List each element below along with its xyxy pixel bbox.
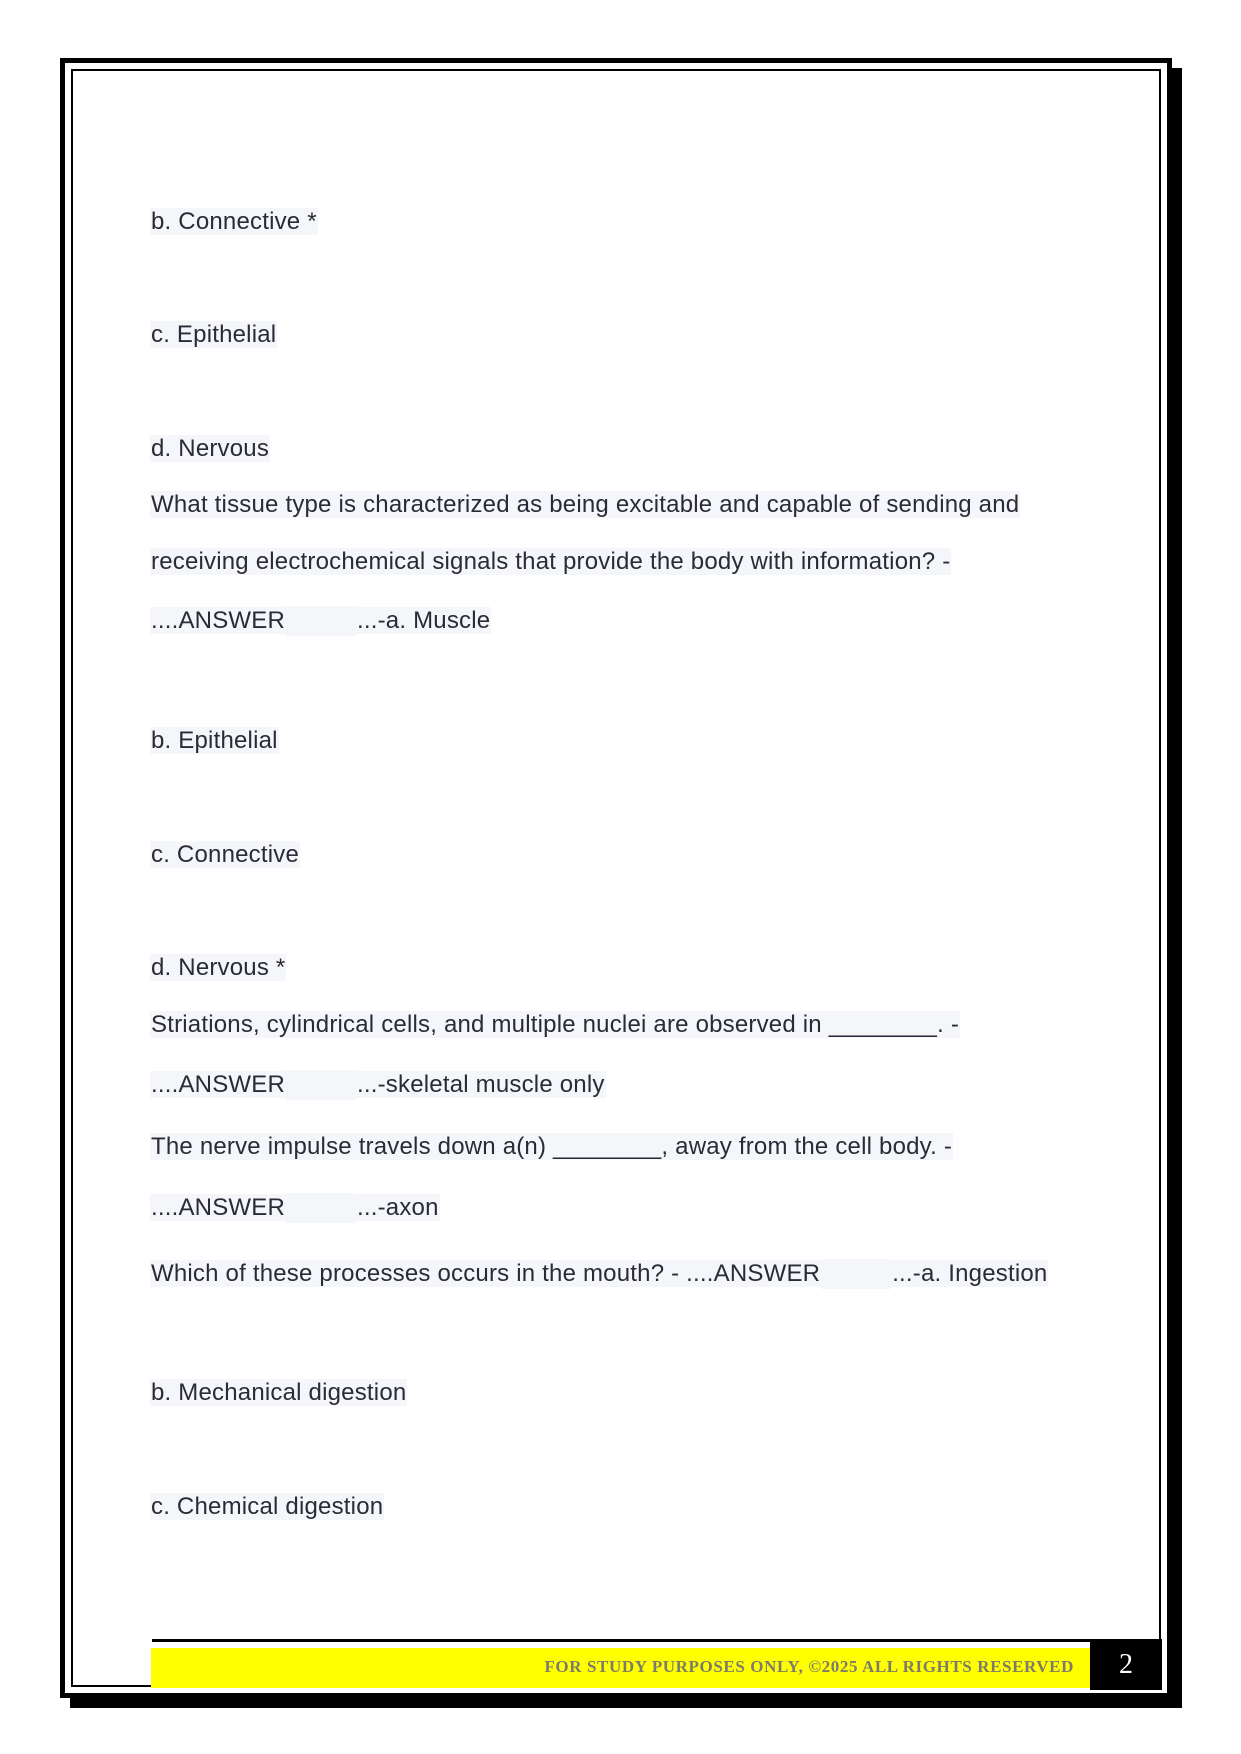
footer-rule — [152, 1639, 1162, 1642]
question-answer-line — [150, 1259, 1048, 1289]
answer-text: ...-skeletal muscle only — [357, 1071, 605, 1098]
option-line: d. Nervous * — [151, 954, 286, 981]
answer-label: ....ANSWER — [151, 1194, 286, 1221]
answer-text: ...-axon — [357, 1194, 439, 1221]
answer-text: ...-a. Ingestion — [892, 1260, 1048, 1287]
option-line: c. Connective — [151, 841, 300, 868]
page-number: 2 — [1090, 1640, 1162, 1690]
page-frame — [60, 58, 1172, 1698]
question-line: Striations, cylindrical cells, and multiple nuclei are observed in ________. - — [151, 1011, 960, 1038]
question-line: receiving electrochemical signals that provide the body with information? - — [151, 548, 951, 575]
footer-notice-bar — [151, 1648, 1090, 1688]
answer-line — [150, 1070, 606, 1100]
option-line: b. Epithelial — [151, 727, 278, 754]
footer-notice: FOR STUDY PURPOSES ONLY, ©2025 ALL RIGHTS RESERVED — [544, 1657, 1074, 1676]
answer-line — [150, 1193, 440, 1223]
answer-label: ....ANSWER — [151, 607, 286, 634]
option-line: d. Nervous — [151, 435, 270, 462]
option-line: c. Epithelial — [151, 321, 277, 348]
option-line: b. Connective * — [151, 208, 317, 235]
answer-label: ....ANSWER — [151, 1071, 286, 1098]
question-line: The nerve impulse travels down a(n) ________, away from the cell body. - — [151, 1133, 953, 1160]
option-line: b. Mechanical digestion — [151, 1379, 407, 1406]
question-text: Which of these processes occurs in the mouth? - ....ANSWER — [151, 1260, 821, 1287]
answer-line — [150, 606, 491, 636]
answer-text: ...-a. Muscle — [357, 607, 491, 634]
page-frame-inner-border — [71, 69, 1161, 1687]
question-line: What tissue type is characterized as being excitable and capable of sending and — [151, 491, 1020, 518]
option-line: c. Chemical digestion — [151, 1493, 384, 1520]
